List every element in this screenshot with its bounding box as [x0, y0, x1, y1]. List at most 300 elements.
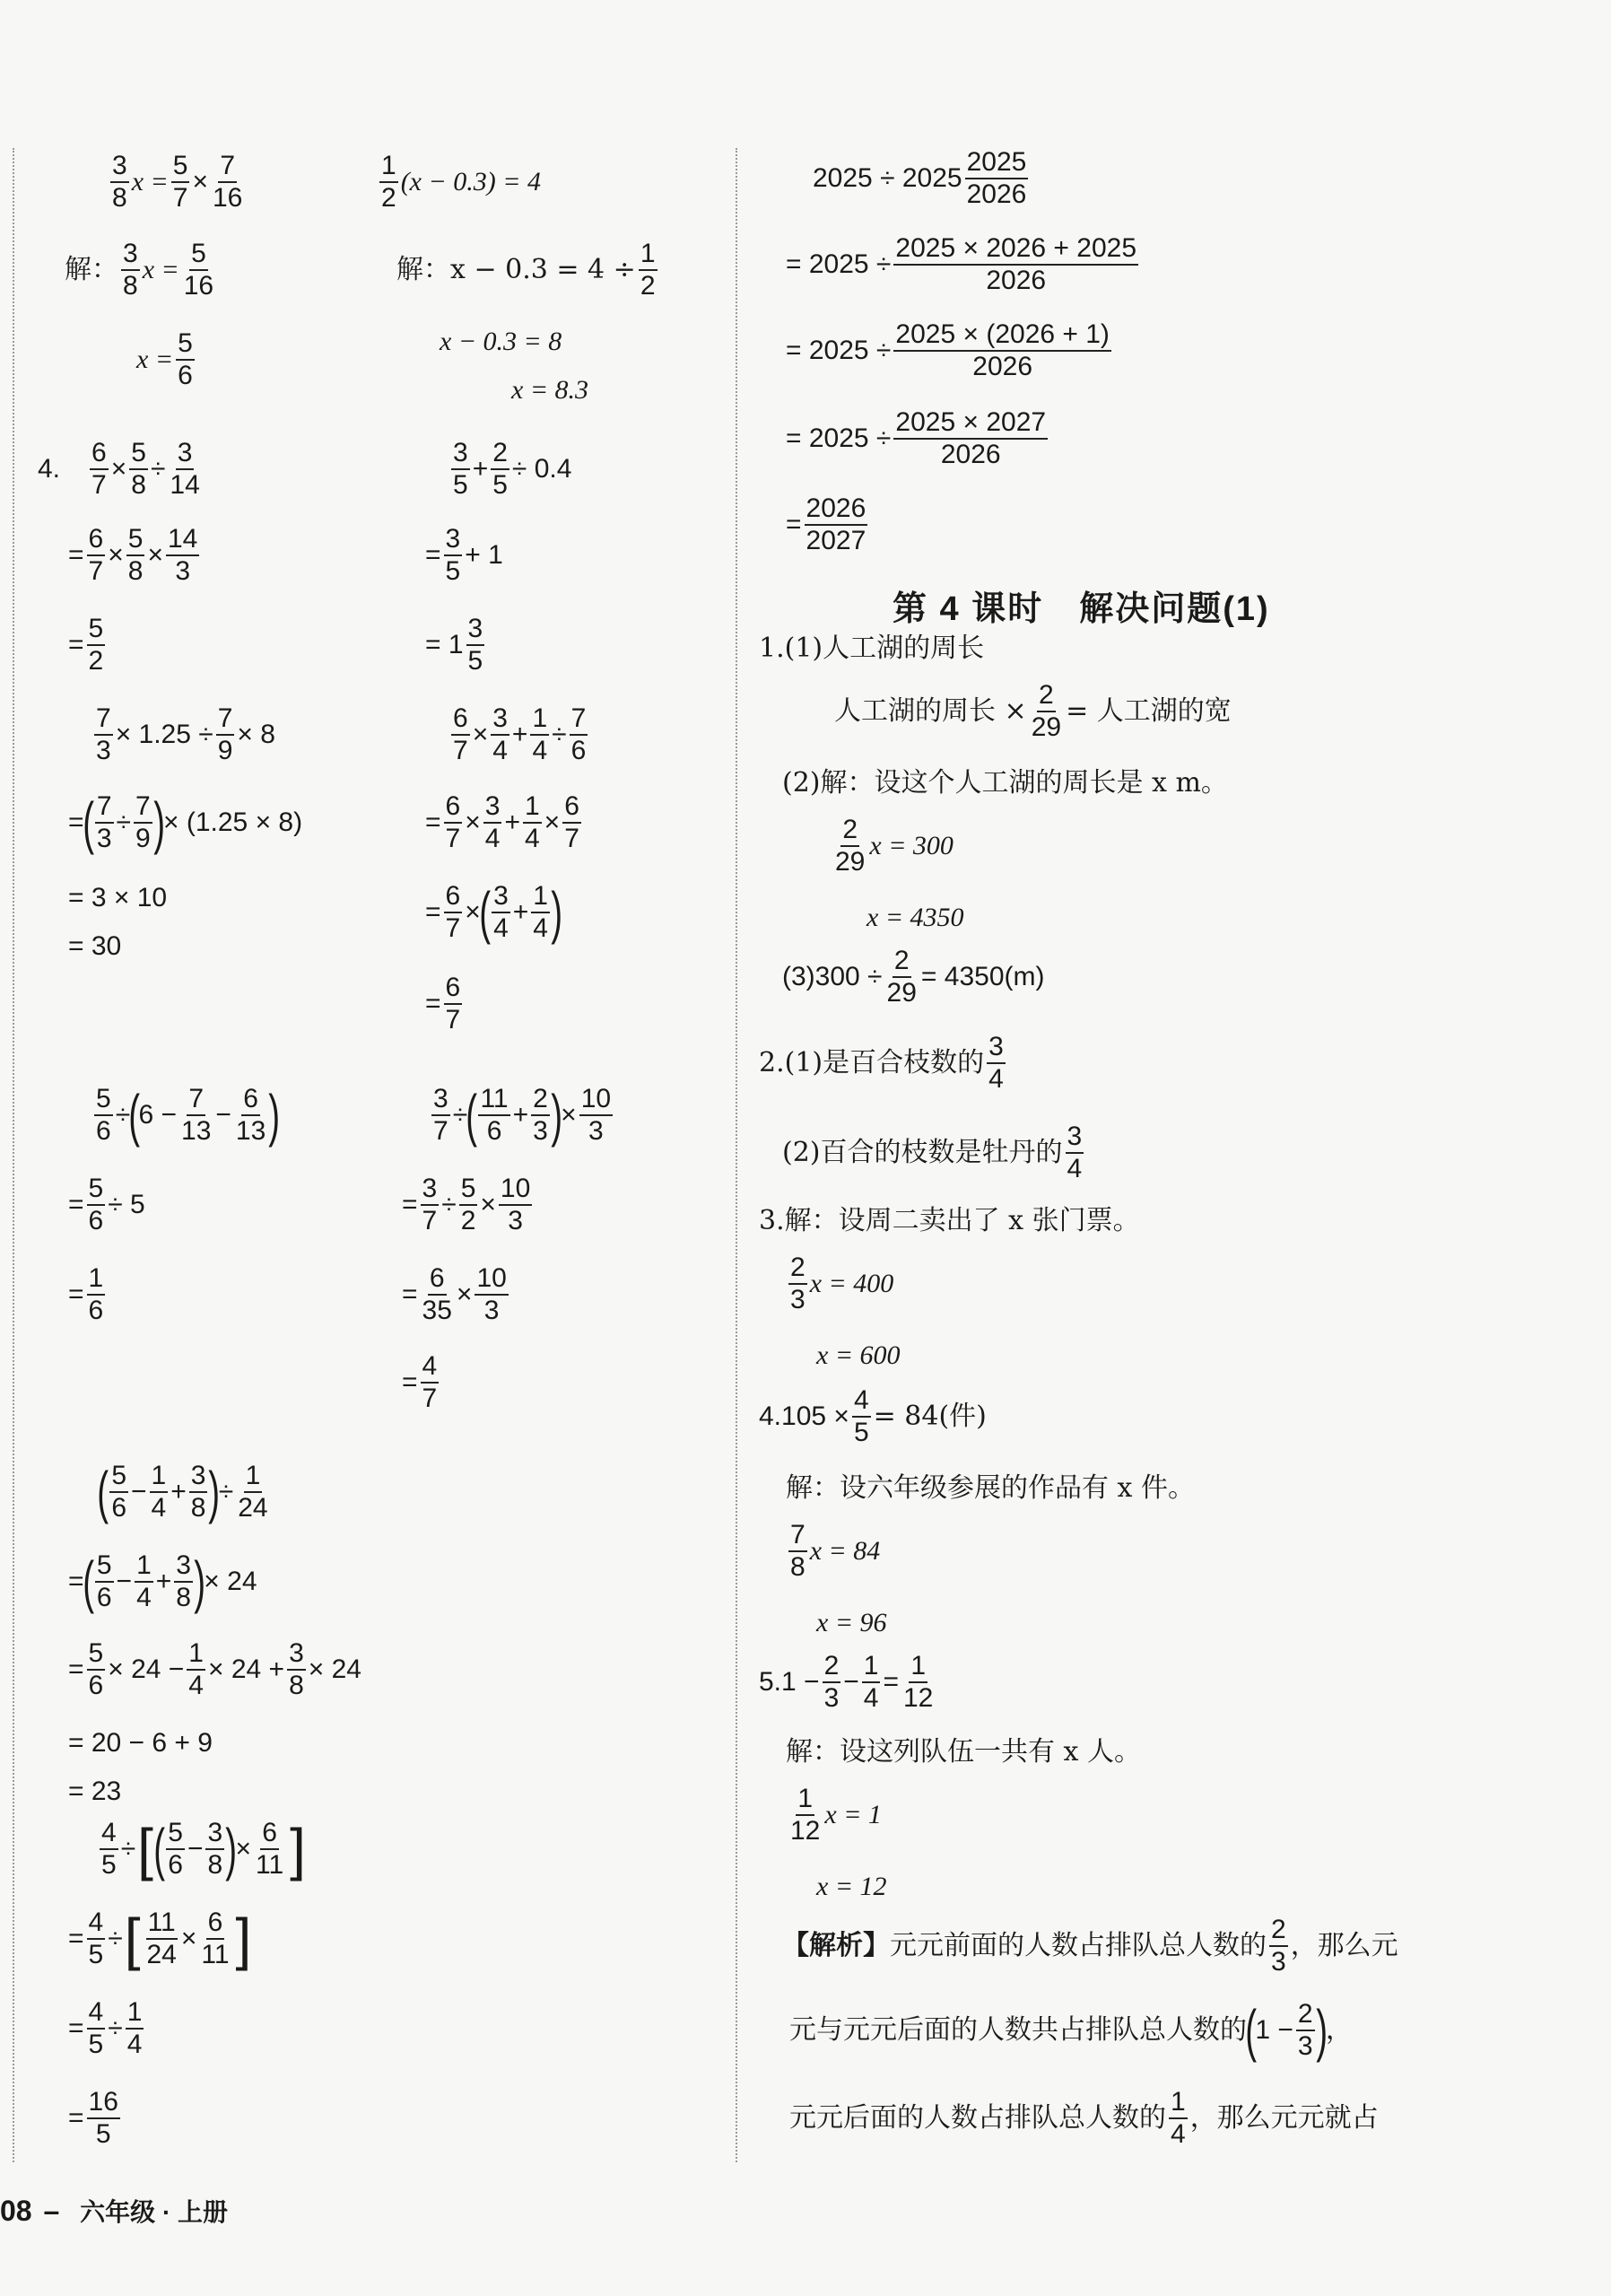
denominator: 4 [492, 736, 508, 765]
problem-line: (2)百合的枝数是牡丹的 $\frac{3}{4}$ [782, 1122, 1083, 1183]
numerator: 7 [218, 151, 237, 183]
numerator: 3 [483, 791, 502, 824]
denominator: 4 [484, 824, 501, 853]
fraction [531, 1084, 550, 1147]
fraction [179, 1084, 213, 1147]
bracket: ) [1315, 1998, 1328, 2063]
eq-line: = 2025 ÷ $\frac{2025 \times (2026 + 1)}{2026}$ [786, 319, 1110, 381]
numerator: 6 [206, 1908, 225, 1940]
eq-line: = $\frac{5}{6}$ ÷ 5 [68, 1174, 145, 1235]
denominator: 14 [170, 470, 200, 500]
denominator: 4 [532, 736, 548, 765]
bracket: ) [268, 1083, 281, 1148]
bracket: ] [290, 1817, 306, 1881]
fraction [466, 614, 485, 677]
fraction [87, 1263, 106, 1326]
eq-line: x − 0.3 = 8 [440, 327, 562, 356]
fraction [444, 881, 463, 944]
eq-line: = $\frac{6}{7}$ × $\frac{5}{8}$ × $\frac{14}{3}$ [68, 524, 198, 586]
numerator: 2 [531, 1084, 550, 1116]
denominator: 5 [88, 2030, 104, 2059]
bracket: ( [82, 790, 94, 855]
numerator: 3 [491, 703, 509, 736]
numerator: 6 [444, 973, 463, 1005]
denominator: 6 [96, 1116, 111, 1146]
bracket: ( [82, 1550, 94, 1614]
numerator: 7 [216, 703, 235, 736]
denominator: 6 [88, 1206, 104, 1235]
fraction [444, 791, 463, 854]
eq-line: = 20 − 6 + 9 [68, 1728, 213, 1758]
fraction [87, 1174, 106, 1236]
fraction [531, 881, 550, 944]
problem-line: 2.(1)是百合枝数的 $\frac{3}{4}$ [759, 1032, 1004, 1094]
fraction [150, 1461, 169, 1523]
fraction [451, 438, 470, 501]
denominator: 3 [483, 1296, 500, 1325]
denominator: 24 [146, 1940, 177, 1969]
fraction [87, 614, 106, 677]
numerator: 7 [788, 1520, 807, 1552]
fraction [491, 703, 509, 766]
denominator: 8 [127, 556, 144, 586]
page-footer [0, 2193, 228, 2229]
eq-line: = $\frac{6}{35}$ × $\frac{10}{3}$ [402, 1263, 507, 1325]
fraction [901, 1651, 935, 1714]
denominator: 6 [486, 1116, 502, 1146]
denominator: 6 [111, 1493, 126, 1523]
analysis-tag: 【解析】 [782, 1931, 890, 1960]
denominator: 7 [564, 824, 579, 853]
fraction [174, 1550, 193, 1613]
denominator: 11 [256, 1850, 284, 1880]
numerator: 3 [492, 881, 510, 913]
eq-line: ( $\frac{5}{6}$ − $\frac{1}{4}$ + $\frac{3}{8}$ ) ÷ $\frac{1}{24}$ [97, 1460, 268, 1524]
fraction [893, 233, 1138, 296]
problem-line: x = 96 [816, 1608, 887, 1637]
bracket: ) [208, 1460, 221, 1524]
fraction [87, 2087, 120, 2150]
fraction [987, 1032, 1006, 1095]
numerator: 6 [444, 791, 463, 824]
page-number: 08 [0, 2195, 32, 2227]
numerator: 6 [451, 703, 470, 736]
numerator: 2 [840, 815, 859, 847]
denominator: 4 [1171, 2119, 1186, 2149]
numerator: 7 [570, 703, 588, 736]
numerator: 1 [862, 1651, 881, 1683]
eq-line: = $\frac{5}{2}$ [68, 614, 104, 676]
numerator: 1 [244, 1461, 263, 1493]
numerator: 1 [135, 1550, 153, 1583]
fraction [965, 147, 1029, 210]
numerator: 2025 × (2026 + 1) [893, 319, 1111, 352]
eq-line: = $\frac{4}{5}$ ÷ $\frac{1}{4}$ [68, 1997, 143, 2059]
numerator: 2025 [965, 147, 1029, 179]
eq-line: $\frac{7}{3}$ × 1.25 ÷ $\frac{7}{9}$ × 8 [96, 703, 275, 765]
eq-line: x = $\frac{5}{6}$ [136, 328, 193, 390]
section-title: 第 4 课时 解决问题(1) [893, 590, 1270, 628]
denominator: 5 [445, 556, 461, 586]
denominator: 2026 [940, 440, 1001, 469]
numerator: 7 [95, 791, 114, 824]
denominator: 4 [493, 913, 509, 943]
numerator: 3 [421, 1174, 440, 1206]
fraction [492, 881, 510, 944]
numerator: 5 [87, 1638, 106, 1671]
analysis-line: 【解析】 元元前面的人数占排队总人数的 $\frac{2}{3}$ ，那么元 [782, 1915, 1398, 1977]
eq-line: 2025 ÷ 2025 $\frac{2025}{2026}$ [813, 147, 1027, 209]
numerator: 5 [87, 614, 106, 646]
denominator: 7 [445, 913, 461, 943]
numerator: 7 [134, 791, 152, 824]
fraction [166, 1818, 185, 1881]
fraction [216, 703, 235, 766]
numerator: 5 [95, 1550, 114, 1583]
numerator: 4 [100, 1818, 118, 1850]
bracket: ] [235, 1907, 252, 1971]
denominator: 3 [96, 824, 112, 853]
fraction [421, 1263, 454, 1326]
numerator: 4 [421, 1351, 440, 1384]
fraction [168, 438, 201, 501]
eq-line: = $\frac{2026}{2027}$ [786, 493, 866, 555]
eq-line: = 23 [68, 1777, 122, 1806]
fraction [579, 1084, 613, 1147]
numerator: 3 [205, 1818, 224, 1850]
fraction [562, 791, 581, 854]
fraction [1296, 1999, 1315, 2062]
problem-line: 解：设这列队伍一共有 x 人。 [786, 1736, 1141, 1768]
numerator: 1 [909, 1651, 927, 1683]
fraction [833, 815, 866, 877]
eq-line: $\frac{1}{2}$ (x − 0.3) = 4 [381, 151, 541, 213]
numerator: 10 [499, 1174, 532, 1206]
denominator: 3 [96, 736, 111, 765]
denominator: 6 [88, 1671, 104, 1700]
numerator: 6 [444, 881, 463, 913]
fraction [421, 1174, 440, 1236]
fraction [110, 151, 129, 214]
numerator: 2 [823, 1651, 841, 1683]
denominator: 2 [640, 271, 656, 301]
problem-line: $\frac{2}{3}$ x = 400 [790, 1253, 894, 1314]
denominator: 7 [445, 1005, 461, 1035]
eq-line: = $\frac{3}{7}$ ÷ $\frac{5}{2}$ × $\frac{10}{3}$ [402, 1174, 531, 1235]
bracket: ) [152, 790, 165, 855]
fraction [478, 1084, 509, 1147]
fraction [823, 1651, 841, 1714]
eq-line: = 2025 ÷ $\frac{2025 \times 2027}{2026}$ [786, 407, 1047, 469]
fraction [187, 1638, 205, 1701]
eq-line: $\frac{3}{5}$ + $\frac{2}{5}$ ÷ 0.4 [453, 438, 572, 500]
eq-line: $\frac{6}{7}$ × $\frac{3}{4}$ + $\frac{1}{4}$ ÷ $\frac{7}{6}$ [453, 703, 587, 765]
numerator: 5 [459, 1174, 478, 1206]
denominator: 3 [1271, 1947, 1286, 1977]
denominator: 4 [126, 2030, 143, 2059]
numerator: 5 [166, 1818, 185, 1850]
fraction [109, 1461, 128, 1523]
numerator: 2 [1037, 680, 1056, 712]
numerator: 11 [478, 1084, 509, 1116]
denominator: 4 [151, 1493, 167, 1523]
fraction [379, 151, 398, 214]
denominator: 29 [886, 978, 917, 1008]
problem-line: 5.1 − $\frac{2}{3}$ − $\frac{1}{4}$ = $\frac{1}{12}$ [759, 1651, 934, 1713]
numerator: 1 [639, 239, 657, 271]
numerator: 4 [852, 1385, 871, 1418]
fraction [182, 239, 215, 301]
fraction [805, 493, 868, 556]
denominator: 8 [190, 1493, 206, 1523]
fraction [483, 791, 502, 854]
fraction [570, 703, 588, 766]
denominator: 9 [217, 736, 233, 765]
fraction [1269, 1915, 1288, 1977]
problem-line: $\frac{1}{12}$ x = 1 [790, 1784, 882, 1846]
denominator: 6 [178, 361, 193, 390]
bracket: ) [225, 1817, 238, 1881]
fraction [444, 973, 463, 1035]
fraction [1169, 2087, 1188, 2150]
numerator: 4 [87, 1997, 106, 2030]
problem-line: 解：设六年级参展的作品有 x 件。 [786, 1472, 1195, 1504]
eq-line: x = 8.3 [511, 375, 589, 405]
denominator: 7 [172, 183, 188, 213]
bracket: [ [137, 1817, 153, 1881]
denominator: 5 [88, 1940, 104, 1969]
left-margin-line [13, 148, 14, 2162]
problem-line: x = 12 [816, 1872, 887, 1901]
denominator: 6 [88, 1296, 104, 1325]
fraction [444, 524, 463, 587]
bracket: ) [551, 1083, 562, 1148]
fraction [459, 1174, 478, 1236]
numerator: 3 [121, 239, 140, 271]
numerator: 6 [428, 1263, 447, 1296]
fraction [87, 1997, 106, 2060]
footer-dash: – [43, 2195, 60, 2227]
numerator: 3 [431, 1084, 450, 1116]
denominator: 3 [533, 1116, 548, 1146]
denominator: 5 [95, 2119, 111, 2149]
numerator: 7 [187, 1084, 205, 1116]
fraction [100, 1818, 118, 1881]
fraction [639, 239, 657, 301]
denominator: 3 [508, 1206, 523, 1235]
problem-line: (3)300 ÷ $\frac{2}{29}$ = 4350(m) [782, 946, 1045, 1008]
numerator: 2 [1296, 1999, 1315, 2031]
denominator: 12 [790, 1816, 821, 1846]
eq-line: = $\frac{6}{7}$ × $\frac{3}{4}$ + $\frac{1}{4}$ × $\frac{6}{7}$ [425, 791, 579, 853]
denominator: 4 [533, 913, 548, 943]
numerator: 6 [87, 524, 106, 556]
denominator: 13 [235, 1116, 266, 1146]
denominator: 2027 [806, 526, 866, 555]
denominator: 12 [903, 1683, 934, 1713]
fraction [126, 1997, 144, 2060]
numerator: 6 [562, 791, 581, 824]
fraction [893, 319, 1111, 382]
numerator: 14 [166, 524, 199, 556]
numerator: 6 [90, 438, 109, 470]
problem-line: x = 4350 [866, 903, 964, 932]
numerator: 3 [189, 1461, 208, 1493]
fraction [205, 1818, 224, 1881]
numerator: 1 [87, 1263, 106, 1296]
fraction [176, 328, 195, 391]
numerator: 10 [475, 1263, 508, 1296]
analysis-line: 元与元元后面的人数共占排队总人数的 ( 1 − $\frac{2}{3}$ ) ， [789, 1998, 1353, 2063]
denominator: 29 [835, 847, 866, 877]
denominator: 8 [123, 271, 138, 301]
numerator: 5 [129, 438, 148, 470]
numerator: 1 [531, 881, 550, 913]
fraction [421, 1351, 440, 1414]
fraction [523, 791, 542, 854]
fraction [862, 1651, 881, 1714]
denominator: 16 [212, 183, 243, 213]
numerator: 1 [1169, 2087, 1188, 2119]
eq-line: 解：x − 0.3 = 4 ÷ $\frac{1}{2}$ [396, 239, 656, 301]
denominator: 4 [1067, 1154, 1083, 1183]
numerator: 1 [126, 1997, 144, 2030]
fraction [431, 1084, 450, 1147]
denominator: 6 [570, 736, 587, 765]
bracket: ( [153, 1817, 165, 1881]
fraction [94, 1084, 113, 1147]
denominator: 8 [131, 470, 146, 500]
denominator: 3 [823, 1683, 840, 1713]
eq-line: = 2025 ÷ $\frac{2025 \times 2026 + 2025}{2026}$ [786, 233, 1136, 295]
fraction [211, 151, 244, 214]
numerator: 2026 [805, 493, 868, 526]
denominator: 5 [853, 1418, 869, 1447]
fraction [287, 1638, 306, 1701]
denominator: 8 [790, 1552, 806, 1582]
denominator: 29 [1031, 712, 1062, 742]
bracket: ( [479, 880, 491, 945]
fraction [199, 1908, 231, 1970]
numerator: 5 [126, 524, 145, 556]
fraction [134, 791, 152, 854]
numerator: 5 [189, 239, 208, 271]
fraction [171, 151, 190, 214]
fraction [87, 1908, 106, 1970]
fraction [87, 524, 106, 587]
problem-line: 3.解：设周二卖出了 x 张门票。 [759, 1205, 1140, 1236]
denominator: 5 [101, 1850, 117, 1880]
fraction [121, 239, 140, 301]
eq-line: = $\frac{5}{6}$ × 24 − $\frac{1}{4}$ × 24 + $\frac{3}{8}$ × 24 [68, 1638, 361, 1700]
numerator: 2 [1269, 1915, 1288, 1947]
numerator: 2025 × 2026 + 2025 [893, 233, 1138, 266]
numerator: 16 [87, 2087, 120, 2119]
eq-line: $\frac{3}{7}$ ÷ ( $\frac{11}{6}$ + $\frac{2}{3}$ ) × $\frac{10}{3}$ [433, 1083, 612, 1148]
numerator: 3 [466, 614, 485, 646]
numerator: 4 [87, 1908, 106, 1940]
denominator: 4 [863, 1683, 879, 1713]
numerator: 3 [444, 524, 463, 556]
bracket: [ [124, 1907, 141, 1971]
eq-line: $\frac{5}{6}$ ÷ ( 6 − $\frac{7}{13}$ − $\frac{6}{13}$ ) [96, 1083, 281, 1148]
numerator: 1 [379, 151, 398, 183]
eq-line: = $\frac{1}{6}$ [68, 1263, 104, 1325]
fraction [234, 1084, 267, 1147]
bracket: ( [466, 1083, 478, 1148]
denominator: 35 [422, 1296, 452, 1325]
denominator: 7 [433, 1116, 448, 1146]
denominator: 3 [1297, 2031, 1313, 2061]
fraction [852, 1385, 871, 1448]
numerator: 2 [893, 946, 911, 978]
denominator: 4 [524, 824, 540, 853]
denominator: 8 [207, 1850, 223, 1880]
fraction [90, 438, 109, 501]
denominator: 8 [176, 1583, 191, 1612]
numerator: 7 [94, 703, 113, 736]
fraction [129, 438, 148, 501]
fraction [144, 1908, 178, 1970]
denominator: 9 [135, 824, 151, 853]
denominator: 7 [453, 736, 468, 765]
denominator: 2 [381, 183, 396, 213]
fraction [1030, 680, 1063, 743]
numerator: 3 [987, 1032, 1006, 1064]
numerator: 3 [176, 438, 195, 470]
eq-line: = 3 × 10 [68, 883, 168, 912]
fraction [94, 703, 113, 766]
numerator: 1 [796, 1784, 814, 1816]
numerator: 10 [579, 1084, 613, 1116]
question-number: 4. [38, 454, 61, 484]
denominator: 2026 [972, 352, 1033, 381]
fraction [788, 1784, 822, 1846]
bracket: ( [128, 1083, 141, 1148]
fraction [95, 791, 114, 854]
numerator: 2025 × 2027 [893, 407, 1048, 440]
denominator: 3 [790, 1285, 806, 1314]
numerator: 3 [1066, 1122, 1084, 1154]
denominator: 4 [188, 1671, 204, 1700]
numerator: 11 [146, 1908, 178, 1940]
numerator: 2 [491, 438, 509, 470]
denominator: 4 [136, 1583, 152, 1612]
denominator: 13 [181, 1116, 212, 1146]
eq-line: $\frac{4}{5}$ ÷ [ ( $\frac{5}{6}$ − $\frac{3}{8}$ ) × $\frac{6}{11}$ ] [101, 1817, 306, 1881]
denominator: 6 [96, 1583, 112, 1612]
denominator: 3 [175, 556, 190, 586]
book-label: 六年级 · 上册 [80, 2198, 229, 2226]
fraction [475, 1263, 508, 1326]
fraction [166, 524, 199, 587]
denominator: 16 [183, 271, 214, 301]
denominator: 7 [422, 1384, 438, 1413]
denominator: 8 [289, 1671, 304, 1700]
eq-line: 解： $\frac{3}{8}$ x = $\frac{5}{16}$ [65, 239, 214, 301]
eq-line: = 30 [68, 931, 122, 961]
numerator: 3 [110, 151, 129, 183]
problem-line: $\frac{2}{29}$ x = 300 [835, 815, 954, 877]
denominator: 24 [238, 1493, 268, 1523]
denominator: 7 [445, 824, 461, 853]
eq-line: $\frac{3}{8}$ x = $\frac{5}{7}$ × $\frac{7}{16}$ [112, 151, 243, 213]
fraction [491, 438, 509, 501]
denominator: 7 [422, 1206, 438, 1235]
numerator: 1 [150, 1461, 169, 1493]
numerator: 1 [530, 703, 549, 736]
fraction [126, 524, 145, 587]
